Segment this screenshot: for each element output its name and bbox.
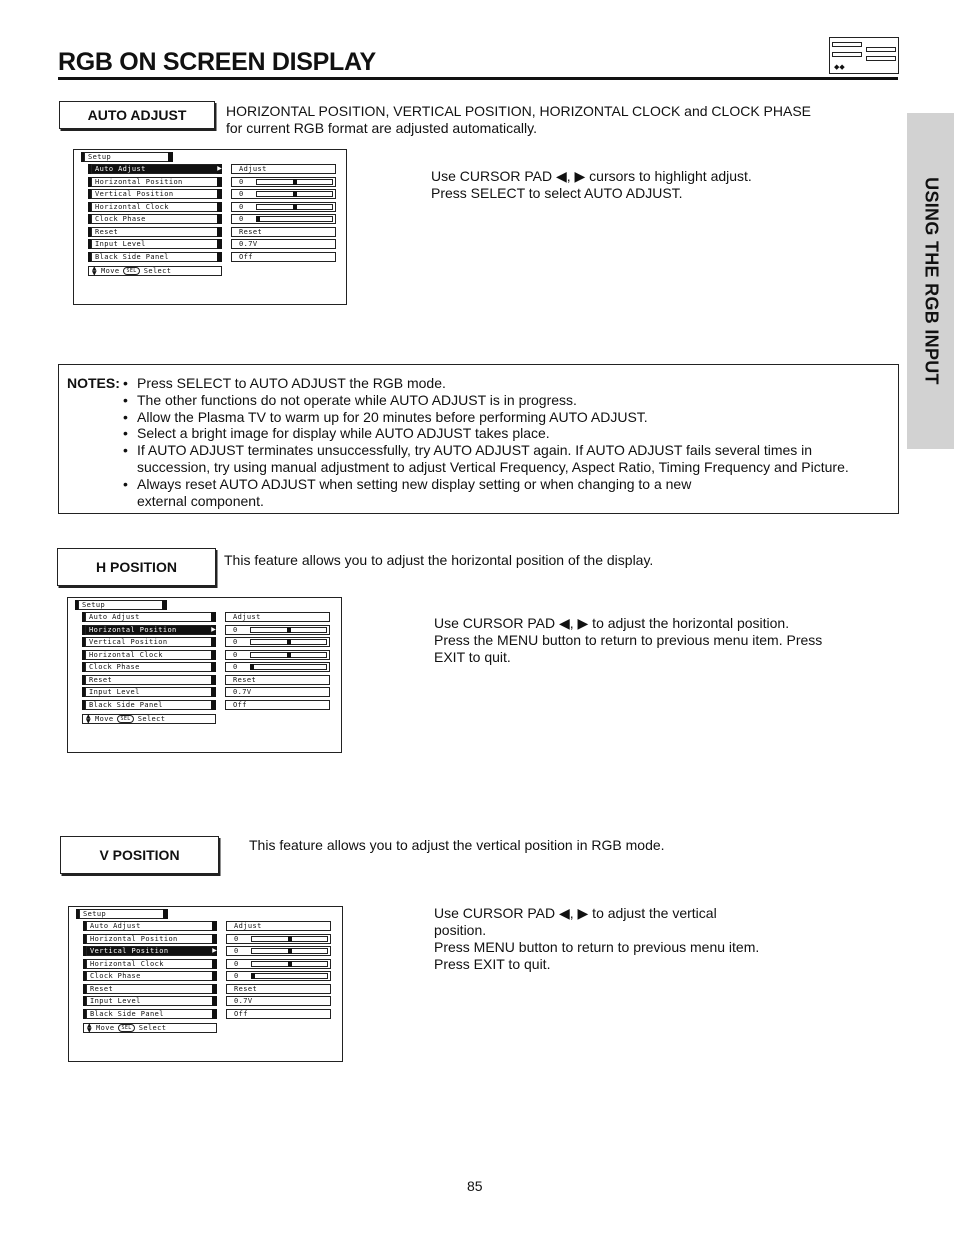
osd-menu-item: Horizontal Clock (86, 959, 216, 969)
osd-item-value: 0 (231, 189, 336, 199)
notes-list (121, 375, 849, 509)
h-position-description (224, 552, 653, 569)
osd-slider-knob (287, 652, 291, 658)
note-item (121, 409, 849, 426)
osd-item-right-mark (212, 996, 217, 1006)
osd-menu-item: Reset (86, 984, 216, 994)
title-rule (58, 77, 898, 80)
osd-item-right-mark (211, 700, 216, 710)
osd-footer-select: Select (137, 715, 166, 723)
osd-footer (88, 266, 222, 276)
note-item (121, 392, 849, 409)
note-line: external component. (137, 492, 264, 509)
osd-item-right-mark (212, 934, 217, 944)
side-tab (907, 113, 954, 449)
instruction-line: Press the MENU button to return to previous menu item. Press (434, 632, 823, 648)
side-tab-label: USING THE RGB INPUT (921, 177, 941, 385)
osd-footer-move: Move (95, 715, 114, 723)
osd-slider-knob (293, 191, 297, 197)
osd-menu-item: Input Level (86, 996, 216, 1006)
osd-slider-knob (288, 936, 292, 942)
osd-item-right-mark (211, 650, 216, 660)
osd-menu-item: Clock Phase (85, 662, 215, 672)
osd-slider-knob (251, 973, 255, 979)
osd-item-value: 0.7V (231, 239, 336, 249)
osd-item-right-mark (212, 959, 217, 969)
osd-item-value: 0 (231, 177, 336, 187)
osd-menu-item: Black Side Panel (85, 700, 215, 710)
osd-header: Setup (84, 152, 170, 162)
note-item (121, 442, 849, 476)
osd-menu-item: Horizontal Position (85, 625, 215, 635)
osd-item-value: Adjust (231, 164, 336, 174)
osd-item-right-mark (211, 687, 216, 697)
osd-item-value: 0 (226, 971, 331, 981)
note-line: • Always reset AUTO ADJUST when setting new display setting or when changing to a new (137, 475, 692, 492)
osd-item-value: 0 (231, 214, 336, 224)
instruction-line: EXIT to quit. (434, 649, 511, 665)
osd-item-right-mark (217, 214, 222, 224)
osd-footer-select: Select (143, 267, 172, 275)
osd-menu-item: Clock Phase (86, 971, 216, 981)
osd-item-value: 0 (226, 934, 331, 944)
h-position-label-text: H POSITION (96, 559, 177, 575)
osd-item-right-mark (217, 252, 222, 262)
page-title: RGB ON SCREEN DISPLAY (58, 48, 376, 76)
osd-item-value: Reset (231, 227, 336, 237)
osd-item-arrow-icon: ▶ (211, 626, 216, 633)
note-item (121, 375, 849, 392)
instruction-line: Use CURSOR PAD ◀, ▶ to adjust the horizontal position. (434, 615, 790, 631)
notes-box (58, 364, 899, 514)
osd-auto-adjust (73, 149, 347, 305)
note-item (121, 476, 849, 510)
tv-device-icon: ◆◆ (829, 37, 899, 74)
h-position-label (57, 548, 216, 586)
page-number: 85 (467, 1178, 483, 1194)
osd-footer (83, 1023, 217, 1033)
osd-item-right-mark (217, 177, 222, 187)
osd-header-right-mark (163, 909, 168, 919)
osd-item-right-mark (217, 189, 222, 199)
osd-item-right-mark (211, 637, 216, 647)
osd-v-position (68, 906, 343, 1062)
osd-footer-move: Move (96, 1024, 115, 1032)
osd-item-right-mark (212, 971, 217, 981)
move-arrows-icon: ▲ ▼ (92, 265, 98, 277)
osd-item-value: 0.7V (225, 687, 330, 697)
v-position-instructions (434, 905, 759, 973)
sel-button-icon: SEL (118, 1024, 134, 1032)
osd-item-value: 0 (225, 625, 330, 635)
h-position-instructions (434, 615, 822, 666)
osd-slider-knob (288, 961, 292, 967)
osd-item-right-mark (212, 984, 217, 994)
instruction-line: position. (434, 922, 487, 938)
osd-menu-item: Clock Phase (91, 214, 221, 224)
description-line: This feature allows you to adjust the horizontal position of the display. (224, 552, 654, 568)
osd-header: Setup (79, 909, 165, 919)
osd-footer (82, 714, 216, 724)
osd-item-value: 0 (226, 959, 331, 969)
description-line: HORIZONTAL POSITION, VERTICAL POSITION, HORIZONTAL CLOCK and CLOCK PHASE (226, 103, 812, 119)
osd-item-right-mark (211, 675, 216, 685)
note-item (121, 425, 849, 442)
osd-item-value: Off (231, 252, 336, 262)
osd-menu-item: Vertical Position (86, 946, 216, 956)
instruction-line: Press MENU button to return to previous menu item. (434, 939, 760, 955)
osd-menu-item: Vertical Position (91, 189, 221, 199)
instruction-line: Use CURSOR PAD ◀, ▶ cursors to highlight adjust. (431, 168, 752, 184)
osd-slider-knob (250, 664, 254, 670)
osd-slider-track (256, 216, 333, 222)
osd-menu-item: Black Side Panel (86, 1009, 216, 1019)
osd-item-right-mark (212, 921, 217, 931)
osd-header-right-mark (168, 152, 173, 162)
osd-item-arrow-icon: ▶ (212, 947, 217, 954)
osd-menu-item: Auto Adjust (91, 164, 221, 174)
osd-item-value: Off (226, 1009, 331, 1019)
osd-menu-item: Reset (85, 675, 215, 685)
osd-header-right-mark (162, 600, 167, 610)
osd-item-value: Off (225, 700, 330, 710)
osd-item-value: Adjust (226, 921, 331, 931)
notes-label: NOTES: (67, 375, 120, 391)
osd-item-value: Adjust (225, 612, 330, 622)
v-position-description (249, 837, 665, 854)
osd-item-value: 0 (226, 946, 331, 956)
auto-adjust-instructions (431, 168, 752, 202)
instruction-line: Use CURSOR PAD ◀, ▶ to adjust the vertical (434, 905, 717, 921)
osd-item-right-mark (211, 612, 216, 622)
osd-header: Setup (78, 600, 164, 610)
move-arrows-icon: ▲ ▼ (87, 1022, 93, 1034)
note-line: • If AUTO ADJUST terminates unsuccessfully, try AUTO ADJUST again. If AUTO ADJUST fails several times in (137, 442, 813, 459)
note-line: succession, try using manual adjustment to adjust Vertical Frequency, Aspect Ratio, Timing Frequency and Picture. (137, 458, 849, 475)
note-line: The other functions do not operate while AUTO ADJUST is in progress. (137, 391, 577, 408)
osd-slider-knob (293, 179, 297, 185)
osd-footer-move: Move (101, 267, 120, 275)
sel-button-icon: SEL (123, 267, 139, 275)
note-line: Select a bright image for display while AUTO ADJUST takes place. (137, 425, 550, 442)
instruction-line: Press EXIT to quit. (434, 956, 551, 972)
osd-item-value: Reset (226, 984, 331, 994)
note-line: Press SELECT to AUTO ADJUST the RGB mode. (137, 375, 446, 391)
osd-item-value: 0 (225, 650, 330, 660)
osd-menu-item: Horizontal Clock (85, 650, 215, 660)
note-line: Allow the Plasma TV to warm up for 20 minutes before performing AUTO ADJUST. (137, 408, 648, 425)
osd-slider-track (251, 973, 328, 979)
auto-adjust-label-text: AUTO ADJUST (87, 107, 187, 123)
osd-item-value: 0.7V (226, 996, 331, 1006)
instruction-line: Press SELECT to select AUTO ADJUST. (431, 185, 683, 201)
osd-menu-item: Auto Adjust (85, 612, 215, 622)
osd-menu-item: Horizontal Position (86, 934, 216, 944)
move-arrows-icon: ▲ ▼ (86, 713, 92, 725)
osd-item-right-mark (217, 227, 222, 237)
v-position-label (60, 836, 219, 874)
osd-item-value: 0 (225, 637, 330, 647)
osd-item-right-mark (211, 662, 216, 672)
osd-item-value: 0 (231, 202, 336, 212)
description-line: for current RGB format are adjusted automatically. (226, 120, 537, 136)
osd-menu-item: Horizontal Clock (91, 202, 221, 212)
sel-button-icon: SEL (117, 715, 133, 723)
osd-slider-knob (287, 639, 291, 645)
osd-item-right-mark (217, 239, 222, 249)
osd-menu-item: Input Level (91, 239, 221, 249)
osd-item-value: 0 (225, 662, 330, 672)
osd-item-arrow-icon: ▶ (217, 165, 222, 172)
osd-slider-knob (287, 627, 291, 633)
osd-menu-item: Black Side Panel (91, 252, 221, 262)
osd-slider-knob (288, 948, 292, 954)
osd-footer-select: Select (138, 1024, 167, 1032)
osd-menu-item: Reset (91, 227, 221, 237)
v-position-label-text: V POSITION (99, 847, 180, 863)
osd-slider-knob (293, 204, 297, 210)
osd-menu-item: Input Level (85, 687, 215, 697)
osd-item-right-mark (212, 1009, 217, 1019)
osd-menu-item: Vertical Position (85, 637, 215, 647)
osd-h-position (67, 597, 342, 753)
auto-adjust-label (59, 101, 215, 129)
osd-menu-item: Horizontal Position (91, 177, 221, 187)
osd-item-right-mark (217, 202, 222, 212)
auto-adjust-description (226, 103, 811, 137)
osd-item-value: Reset (225, 675, 330, 685)
osd-slider-track (250, 664, 327, 670)
description-line: This feature allows you to adjust the vertical position in RGB mode. (249, 837, 665, 853)
osd-slider-knob (256, 216, 260, 222)
osd-menu-item: Auto Adjust (86, 921, 216, 931)
